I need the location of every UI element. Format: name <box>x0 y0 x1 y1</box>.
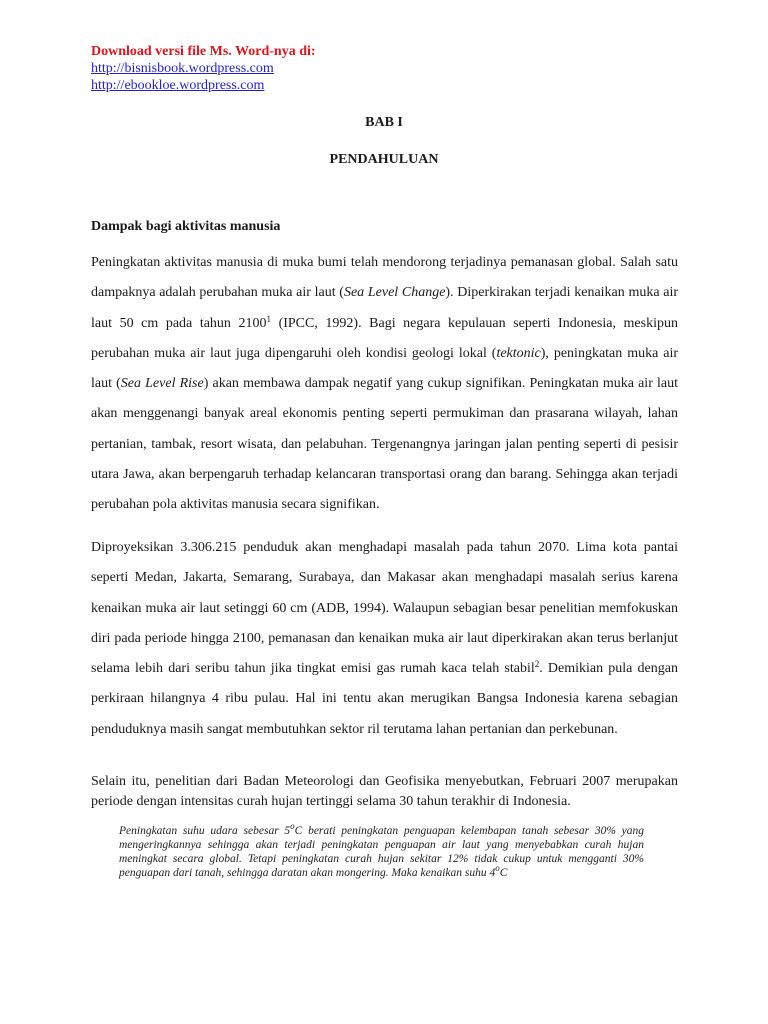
chapter-number: BAB I <box>365 115 403 130</box>
chapter-title: PENDAHULUAN <box>329 152 439 167</box>
link-ebookloe[interactable]: http://ebookloe.wordpress.com <box>91 78 265 93</box>
section-heading: Dampak bagi aktivitas manusia <box>91 219 281 234</box>
paragraph-3: Selain itu, penelitian dari Badan Meteorologi dan Geofisika menyebutkan, Februari 2007 merupakan periode dengan intensitas curah hujan tertinggi selama 30 tahun terakhir di Indonesia. <box>91 774 678 809</box>
paragraph-1: Peningkatan aktivitas manusia di muka bumi telah mendorong terjadinya pemanasan global. Salah satu dampaknya adalah perubahan muka air laut (Sea Level Change). Diperkirakan terjadi kenaikan muka air laut 50 cm pada tahun 2100$^1$ (IPCC, 1992). Bagi negara kepulauan seperti Indonesia, meskipun perubahan muka air laut juga dipengaruhi oleh kondisi geologi lokal (tektonic), peningkatan muka air laut (Sea Level Rise) akan membawa dampak negatif yang cukup signifikan. Peningkatan muka air laut akan menggenangi banyak areal ekonomis penting seperti permukiman dan prasarana wilayah, lahan pertanian, tambak, resort wisata, dan pelabuhan. Tergenangnya jaringan jalan penting seperti di pesisir utara Jawa, akan berpengaruh terhadap kelancaran transportasi orang dan barang. Sehingga akan terjadi perubahan pola aktivitas manusia secara signifikan. <box>91 255 678 513</box>
download-label: Download versi file Ms. Word-nya di: <box>91 44 316 59</box>
paragraph-2: Diproyeksikan 3.306.215 penduduk akan menghadapi masalah pada tahun 2070. Lima kota pantai seperti Medan, Jakarta, Semarang, Surabaya, dan Makasar akan menghadapi masalah serius karena kenaikan muka air laut setinggi 60 cm (ADB, 1994). Walaupun sebagian besar penelitian memfokuskan diri pada periode hingga 2100, pemanasan dan kenaikan muka air laut diperkirakan akan terus berlanjut selama lebih dari seribu tahun jika tingkat emisi gas rumah kaca telah stabil$^2$. Demikian pula dengan perkiraan hilangnya 4 ribu pulau. Hal ini tentu akan merugikan Bangsa Indonesia karena sebagian penduduknya masih sangat membutuhkan sektor ril terutama lahan pertanian dan perkebunan. <box>91 540 678 737</box>
download-header <box>91 43 316 94</box>
link-bisnisbook[interactable]: http://bisnisbook.wordpress.com <box>91 61 274 76</box>
quote-block: Peningkatan suhu udara sebesar 5$^o$C berati peningkatan penguapan kelembapan tanah sebesar 30% yang mengeringkannya sehingga akan terjadi peningkatan penguapan air laut yang menyebabkan curah hujan meningkat secara global. Tetapi peningkatan curah hujan sekitar 12% tidak cukup untuk mengganti 30% penguapan dari tanah, sehingga daratan akan mongering. Maka kenaikan suhu 4$^o$C <box>119 821 644 879</box>
